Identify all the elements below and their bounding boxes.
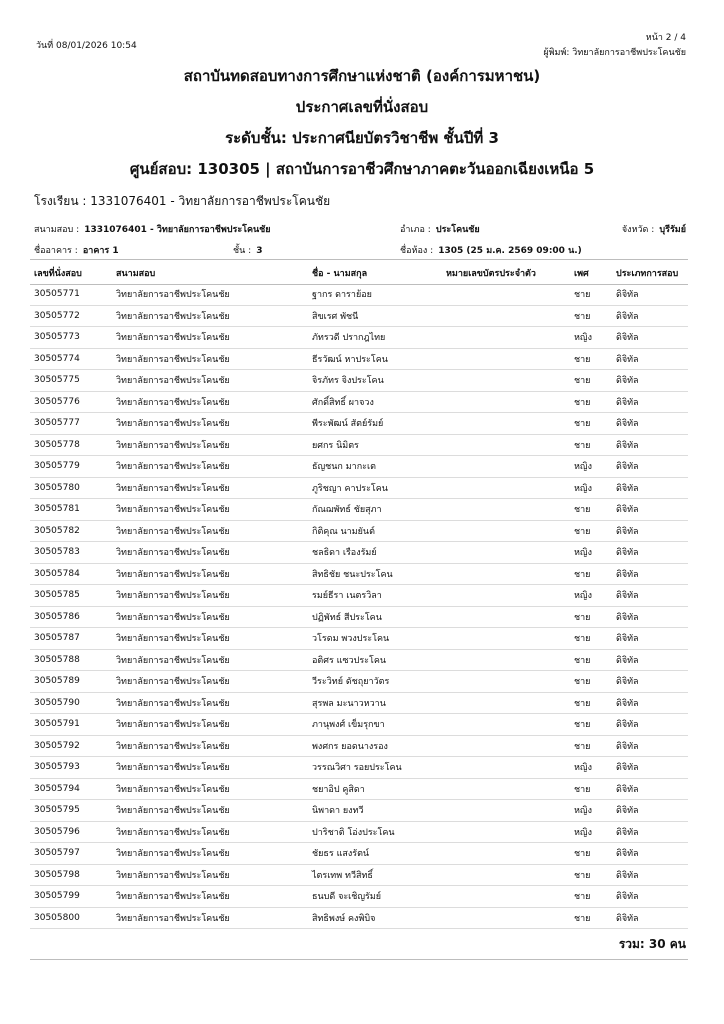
cell-exam-site: วิทยาลัยการอาชีพประโคนชัย (112, 456, 308, 478)
cell-full-name: ธัญชนก มากะเต (308, 456, 442, 478)
cell-gender: ชาย (570, 305, 612, 327)
cell-full-name: รมย์ธีรา เนตรวิลา (308, 585, 442, 607)
table-row (30, 284, 688, 305)
cell-full-name: สิทธิพงษ์ คงพิบิจ (308, 907, 442, 929)
col-full-name: ชื่อ - นามสกุล (312, 269, 368, 279)
table-row (30, 434, 688, 456)
cell-seat-number: 30505787 (30, 628, 112, 650)
cell-id-number (442, 671, 570, 693)
table-row (30, 843, 688, 865)
cell-exam-site: วิทยาลัยการอาชีพประโคนชัย (112, 649, 308, 671)
cell-exam-site: วิทยาลัยการอาชีพประโคนชัย (112, 370, 308, 392)
cell-exam-type: ดิจิทัล (612, 907, 688, 929)
cell-id-number (442, 542, 570, 564)
cell-exam-type: ดิจิทัล (612, 778, 688, 800)
cell-gender: หญิง (570, 456, 612, 478)
floor-label: ชั้น : (233, 246, 252, 256)
cell-exam-site: วิทยาลัยการอาชีพประโคนชัย (112, 520, 308, 542)
cell-exam-type: ดิจิทัล (612, 843, 688, 865)
room-value: 1305 (25 ม.ค. 2569 09:00 น.) (438, 246, 582, 256)
cell-full-name: ปาริชาติ โอ่งประโคน (308, 821, 442, 843)
cell-gender: ชาย (570, 649, 612, 671)
cell-id-number (442, 606, 570, 628)
room (400, 238, 582, 257)
col-exam-type: ประเภทการสอบ (616, 269, 679, 279)
cell-gender: หญิง (570, 757, 612, 779)
cell-gender: ชาย (570, 671, 612, 693)
cell-gender: ชาย (570, 628, 612, 650)
cell-id-number (442, 843, 570, 865)
table-row (30, 671, 688, 693)
cell-seat-number: 30505781 (30, 499, 112, 521)
cell-exam-site: วิทยาลัยการอาชีพประโคนชัย (112, 585, 308, 607)
cell-id-number (442, 864, 570, 886)
cell-id-number (442, 348, 570, 370)
cell-exam-type: ดิจิทัล (612, 886, 688, 908)
cell-exam-type: ดิจิทัล (612, 391, 688, 413)
table-row (30, 628, 688, 650)
cell-full-name: ชยาอิป คูสิดา (308, 778, 442, 800)
table-row (30, 499, 688, 521)
cell-gender: ชาย (570, 348, 612, 370)
cell-exam-site: วิทยาลัยการอาชีพประโคนชัย (112, 907, 308, 929)
cell-exam-site: วิทยาลัยการอาชีพประโคนชัย (112, 843, 308, 865)
cell-gender: หญิง (570, 585, 612, 607)
cell-exam-site: วิทยาลัยการอาชีพประโคนชัย (112, 671, 308, 693)
cell-seat-number: 30505785 (30, 585, 112, 607)
cell-gender: ชาย (570, 563, 612, 585)
cell-exam-type: ดิจิทัล (612, 800, 688, 822)
cell-id-number (442, 714, 570, 736)
cell-seat-number: 30505777 (30, 413, 112, 435)
cell-id-number (442, 757, 570, 779)
cell-id-number (442, 886, 570, 908)
cell-exam-type: ดิจิทัล (612, 284, 688, 305)
cell-id-number (442, 520, 570, 542)
cell-exam-site: วิทยาลัยการอาชีพประโคนชัย (112, 757, 308, 779)
cell-exam-site: วิทยาลัยการอาชีพประโคนชัย (112, 735, 308, 757)
cell-gender: ชาย (570, 843, 612, 865)
cell-gender: ชาย (570, 692, 612, 714)
table-row (30, 864, 688, 886)
cell-gender: หญิง (570, 542, 612, 564)
cell-id-number (442, 778, 570, 800)
cell-id-number (442, 434, 570, 456)
cell-exam-type: ดิจิทัล (612, 585, 688, 607)
cell-exam-site: วิทยาลัยการอาชีพประโคนชัย (112, 606, 308, 628)
exam-site-value: 1331076401 - วิทยาลัยการอาชีพประโคนชัย (84, 225, 271, 235)
cell-gender: ชาย (570, 434, 612, 456)
cell-id-number (442, 456, 570, 478)
center-title: ศูนย์สอบ: 130305 | สถาบันการอาชีวศึกษาภาคตะวันออกเฉียงเหนือ 5 (129, 160, 595, 178)
cell-exam-type: ดิจิทัล (612, 735, 688, 757)
cell-exam-type: ดิจิทัล (612, 606, 688, 628)
cell-exam-type: ดิจิทัล (612, 864, 688, 886)
cell-full-name: วโรดม พวงประโคน (308, 628, 442, 650)
cell-seat-number: 30505796 (30, 821, 112, 843)
cell-full-name: กัณฌพัทธ์ ชัยสุภา (308, 499, 442, 521)
table-row (30, 327, 688, 349)
cell-full-name: ภัทรวดี ปรากฎไทย (308, 327, 442, 349)
cell-id-number (442, 585, 570, 607)
province-value: บุรีรัมย์ (659, 225, 686, 235)
cell-exam-type: ดิจิทัล (612, 692, 688, 714)
cell-id-number (442, 563, 570, 585)
table-row (30, 477, 688, 499)
cell-full-name: กิติคุณ นามยันต์ (308, 520, 442, 542)
cell-id-number (442, 477, 570, 499)
cell-exam-type: ดิจิทัล (612, 456, 688, 478)
cell-full-name: จิรภัทร จิงประโคน (308, 370, 442, 392)
total-count: รวม: 30 คน (618, 937, 686, 951)
cell-full-name: ชัยธร แสงรัตน์ (308, 843, 442, 865)
cell-exam-type: ดิจิทัล (612, 499, 688, 521)
table-header-row (30, 262, 688, 284)
district (400, 217, 480, 236)
district-value: ประโคนชัย (435, 225, 480, 235)
cell-id-number (442, 628, 570, 650)
col-exam-site: สนามสอบ (116, 269, 156, 279)
cell-seat-number: 30505784 (30, 563, 112, 585)
cell-full-name: ภานุพงศ์ เข็มรุกขา (308, 714, 442, 736)
cell-gender: หญิง (570, 477, 612, 499)
cell-seat-number: 30505778 (30, 434, 112, 456)
cell-exam-site: วิทยาลัยการอาชีพประโคนชัย (112, 821, 308, 843)
cell-seat-number: 30505771 (30, 284, 112, 305)
page-title: ประกาศเลขที่นั่งสอบ (295, 98, 429, 116)
header-rule (30, 259, 688, 260)
cell-exam-site: วิทยาลัยการอาชีพประโคนชัย (112, 886, 308, 908)
cell-exam-site: วิทยาลัยการอาชีพประโคนชัย (112, 778, 308, 800)
cell-gender: ชาย (570, 370, 612, 392)
cell-exam-type: ดิจิทัล (612, 520, 688, 542)
cell-gender: ชาย (570, 714, 612, 736)
cell-seat-number: 30505800 (30, 907, 112, 929)
cell-seat-number: 30505793 (30, 757, 112, 779)
province-label: จังหวัด : (621, 225, 655, 235)
cell-exam-site: วิทยาลัยการอาชีพประโคนชัย (112, 800, 308, 822)
table-header-rule (30, 284, 688, 285)
cell-full-name: ธีรวัฒน์ หาประโคน (308, 348, 442, 370)
cell-id-number (442, 370, 570, 392)
cell-full-name: วีระวิทย์ ดัชถุยาวัตร (308, 671, 442, 693)
table-row (30, 413, 688, 435)
cell-gender: ชาย (570, 499, 612, 521)
cell-exam-type: ดิจิทัล (612, 821, 688, 843)
cell-seat-number: 30505794 (30, 778, 112, 800)
cell-gender: ชาย (570, 520, 612, 542)
table-row (30, 778, 688, 800)
cell-gender: ชาย (570, 778, 612, 800)
cell-full-name: สิขเรศ พัชนี (308, 305, 442, 327)
table-row (30, 370, 688, 392)
table-row (30, 542, 688, 564)
cell-seat-number: 30505772 (30, 305, 112, 327)
room-label: ชื่อห้อง : (400, 246, 434, 256)
cell-exam-type: ดิจิทัล (612, 434, 688, 456)
cell-full-name: ฐากร ดาราย้อย (308, 284, 442, 305)
building (34, 238, 119, 257)
cell-exam-site: วิทยาลัยการอาชีพประโคนชัย (112, 284, 308, 305)
cell-id-number (442, 821, 570, 843)
cell-gender: ชาย (570, 284, 612, 305)
cell-full-name: สิทธิชัย ชนะประโคน (308, 563, 442, 585)
cell-id-number (442, 907, 570, 929)
table-row (30, 757, 688, 779)
cell-exam-type: ดิจิทัล (612, 671, 688, 693)
cell-full-name: ภูริชญา คาประโคน (308, 477, 442, 499)
table-row (30, 305, 688, 327)
cell-full-name: อติศร แซวประโคน (308, 649, 442, 671)
building-value: อาคาร 1 (82, 246, 119, 256)
cell-gender: ชาย (570, 413, 612, 435)
seat-table (30, 262, 688, 929)
cell-exam-type: ดิจิทัล (612, 542, 688, 564)
cell-exam-site: วิทยาลัยการอาชีพประโคนชัย (112, 391, 308, 413)
cell-exam-type: ดิจิทัล (612, 563, 688, 585)
printer-name: ผู้พิมพ์: วิทยาลัยการอาชีพประโคนชัย (543, 48, 686, 58)
cell-exam-type: ดิจิทัล (612, 628, 688, 650)
cell-id-number (442, 735, 570, 757)
cell-seat-number: 30505786 (30, 606, 112, 628)
cell-gender: ชาย (570, 391, 612, 413)
cell-full-name: วรรณวิศา รอยประโคน (308, 757, 442, 779)
table-row (30, 649, 688, 671)
table-row (30, 606, 688, 628)
cell-seat-number: 30505779 (30, 456, 112, 478)
cell-exam-site: วิทยาลัยการอาชีพประโคนชัย (112, 692, 308, 714)
cell-full-name: ชลธิดา เรืองรัมย์ (308, 542, 442, 564)
cell-exam-site: วิทยาลัยการอาชีพประโคนชัย (112, 305, 308, 327)
page-number: หน้า 2 / 4 (645, 33, 686, 43)
cell-gender: หญิง (570, 800, 612, 822)
col-gender: เพศ (574, 269, 589, 279)
exam-site (34, 217, 271, 236)
cell-exam-type: ดิจิทัล (612, 348, 688, 370)
cell-full-name: ไตรเทพ ทวีสิทธิ์ (308, 864, 442, 886)
cell-exam-site: วิทยาลัยการอาชีพประโคนชัย (112, 413, 308, 435)
cell-full-name: พงศกร ยอดนางรอง (308, 735, 442, 757)
table-row (30, 821, 688, 843)
cell-gender: ชาย (570, 864, 612, 886)
exam-site-label: สนามสอบ : (34, 225, 80, 235)
table-row (30, 563, 688, 585)
cell-exam-type: ดิจิทัล (612, 757, 688, 779)
building-label: ชื่ออาคาร : (34, 246, 78, 256)
cell-exam-site: วิทยาลัยการอาชีพประโคนชัย (112, 542, 308, 564)
cell-full-name: พีระพัฒน์ สัตย์รัมย์ (308, 413, 442, 435)
table-row (30, 800, 688, 822)
cell-exam-type: ดิจิทัล (612, 305, 688, 327)
org-title: สถาบันทดสอบทางการศึกษาแห่งชาติ (องค์การมหาชน) (183, 67, 541, 85)
cell-seat-number: 30505792 (30, 735, 112, 757)
cell-id-number (442, 649, 570, 671)
cell-id-number (442, 499, 570, 521)
school-line: โรงเรียน : 1331076401 - วิทยาลัยการอาชีพประโคนชัย (34, 194, 331, 208)
col-seat-number: เลขที่นั่งสอบ (34, 269, 82, 279)
cell-id-number (442, 327, 570, 349)
cell-gender: หญิง (570, 821, 612, 843)
cell-exam-site: วิทยาลัยการอาชีพประโคนชัย (112, 714, 308, 736)
cell-id-number (442, 413, 570, 435)
cell-seat-number: 30505783 (30, 542, 112, 564)
cell-seat-number: 30505780 (30, 477, 112, 499)
cell-exam-type: ดิจิทัล (612, 370, 688, 392)
table-row (30, 520, 688, 542)
cell-full-name: สุรพล มะนาวหวาน (308, 692, 442, 714)
cell-exam-site: วิทยาลัยการอาชีพประโคนชัย (112, 563, 308, 585)
table-row (30, 735, 688, 757)
cell-seat-number: 30505776 (30, 391, 112, 413)
table-row (30, 348, 688, 370)
cell-exam-site: วิทยาลัยการอาชีพประโคนชัย (112, 327, 308, 349)
cell-gender: ชาย (570, 907, 612, 929)
cell-full-name: นิพาดา ยงทวี (308, 800, 442, 822)
cell-gender: หญิง (570, 327, 612, 349)
cell-exam-type: ดิจิทัล (612, 327, 688, 349)
cell-exam-site: วิทยาลัยการอาชีพประโคนชัย (112, 477, 308, 499)
cell-seat-number: 30505775 (30, 370, 112, 392)
cell-seat-number: 30505773 (30, 327, 112, 349)
cell-exam-site: วิทยาลัยการอาชีพประโคนชัย (112, 434, 308, 456)
cell-seat-number: 30505791 (30, 714, 112, 736)
cell-id-number (442, 692, 570, 714)
cell-exam-type: ดิจิทัล (612, 649, 688, 671)
cell-full-name: ธนบดี จะเชิญรัมย์ (308, 886, 442, 908)
cell-exam-type: ดิจิทัล (612, 477, 688, 499)
print-date: วันที่ 08/01/2026 10:54 (36, 41, 137, 51)
footer-rule (30, 959, 688, 960)
cell-seat-number: 30505795 (30, 800, 112, 822)
cell-seat-number: 30505799 (30, 886, 112, 908)
cell-id-number (442, 391, 570, 413)
cell-gender: ชาย (570, 886, 612, 908)
cell-seat-number: 30505774 (30, 348, 112, 370)
table-row (30, 692, 688, 714)
cell-exam-type: ดิจิทัล (612, 714, 688, 736)
cell-exam-site: วิทยาลัยการอาชีพประโคนชัย (112, 348, 308, 370)
cell-id-number (442, 284, 570, 305)
cell-seat-number: 30505789 (30, 671, 112, 693)
col-id-number: หมายเลขบัตรประจำตัว (446, 269, 536, 279)
table-row (30, 714, 688, 736)
cell-exam-site: วิทยาลัยการอาชีพประโคนชัย (112, 864, 308, 886)
cell-full-name: ยศกร นิมิตร (308, 434, 442, 456)
district-label: อำเภอ : (400, 225, 431, 235)
cell-seat-number: 30505790 (30, 692, 112, 714)
cell-seat-number: 30505782 (30, 520, 112, 542)
cell-seat-number: 30505798 (30, 864, 112, 886)
province (622, 217, 686, 236)
cell-id-number (442, 800, 570, 822)
cell-full-name: ปฏิพัทธ์ สีประโคน (308, 606, 442, 628)
level-title: ระดับชั้น: ประกาศนียบัตรวิชาชีพ ชั้นปีที่ 3 (225, 129, 499, 147)
cell-id-number (442, 305, 570, 327)
cell-full-name: ศักดิ์สิทธิ์ ผาจวง (308, 391, 442, 413)
table-row (30, 391, 688, 413)
floor (233, 238, 263, 257)
table-row (30, 907, 688, 929)
table-row (30, 585, 688, 607)
floor-value: 3 (256, 246, 263, 256)
cell-exam-site: วิทยาลัยการอาชีพประโคนชัย (112, 628, 308, 650)
cell-exam-type: ดิจิทัล (612, 413, 688, 435)
cell-seat-number: 30505788 (30, 649, 112, 671)
cell-seat-number: 30505797 (30, 843, 112, 865)
cell-gender: ชาย (570, 606, 612, 628)
cell-gender: ชาย (570, 735, 612, 757)
cell-exam-site: วิทยาลัยการอาชีพประโคนชัย (112, 499, 308, 521)
table-row (30, 456, 688, 478)
table-row (30, 886, 688, 908)
